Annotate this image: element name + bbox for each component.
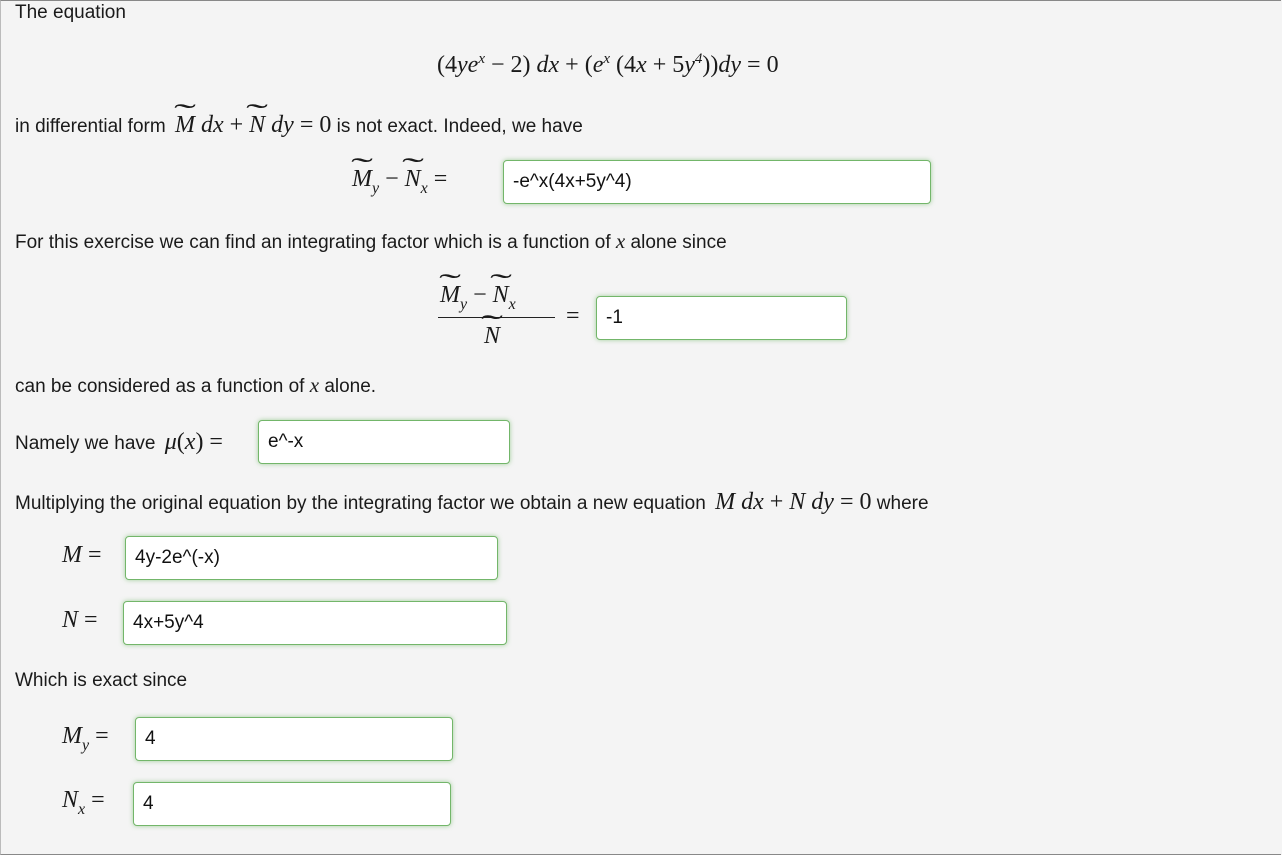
m-label: M = <box>62 542 102 568</box>
fraction-equals: = <box>566 303 580 329</box>
my-input[interactable] <box>135 717 453 761</box>
namely-line <box>15 429 223 456</box>
main-equation: $(4ye^x - 2)$ dx + ($e^x$ $(4x + 5y^4))dy = 0$ <box>437 51 779 78</box>
fraction-numerator: ˜ $M_y$ − ˜ $N_x$ <box>440 282 516 309</box>
nx-input[interactable] <box>133 782 451 826</box>
integrating-factor-line <box>15 229 727 254</box>
factor-prefix: For this exercise we can find an integrating factor which is a function of <box>15 232 611 253</box>
m-input[interactable] <box>125 536 498 580</box>
n-input[interactable] <box>123 601 507 645</box>
considered-var: x <box>309 373 320 397</box>
differential-form-math: ˜ M dx + ˜ N dy = 0 <box>175 112 331 138</box>
nx-label: $N_x$ = <box>62 787 105 818</box>
mu-input[interactable] <box>258 420 510 464</box>
multiplying-prefix: Multiplying the original equation by the integrating factor we obtain a new equation <box>15 493 706 514</box>
mu-math: μ(x) = <box>164 429 223 455</box>
differential-prefix: in differential form <box>15 116 166 137</box>
factor-var: x <box>615 229 626 253</box>
ratio-input[interactable] <box>596 296 847 340</box>
n-label: N = <box>62 607 98 633</box>
multiplying-suffix: where <box>876 493 929 514</box>
new-equation-math: M dx + N dy = 0 <box>715 489 872 515</box>
namely-label: Namely we have <box>15 433 156 454</box>
considered-line <box>15 373 376 398</box>
my-label: $M_y$ = <box>62 723 109 754</box>
differential-suffix: is not exact. Indeed, we have <box>336 116 583 137</box>
considered-suffix: alone. <box>324 376 377 397</box>
multiplying-line <box>15 489 929 516</box>
my-minus-nx-label: ˜ $M_y$ − ˜ $N_x$ = <box>352 166 447 193</box>
factor-suffix: alone since <box>630 232 727 253</box>
fraction-denominator: ˜ N <box>484 323 500 350</box>
my-minus-nx-input[interactable] <box>503 160 931 204</box>
differential-form-line <box>15 112 583 139</box>
exact-since-label: Which is exact since <box>15 670 188 691</box>
intro-label: The equation <box>15 2 126 23</box>
considered-prefix: can be considered as a function of <box>15 376 305 397</box>
